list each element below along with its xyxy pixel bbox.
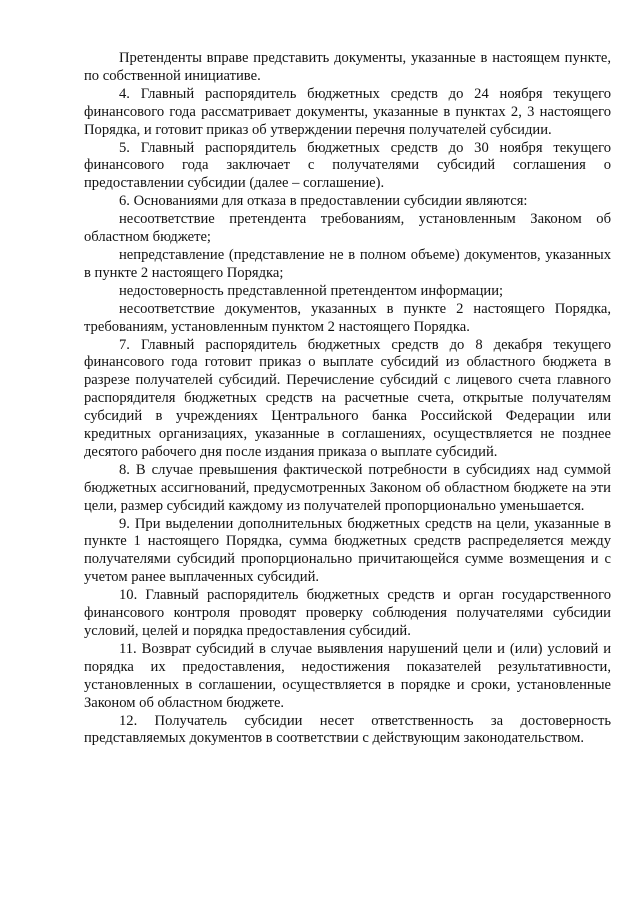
paragraph-5: 5. Главный распорядитель бюджетных средств до 30 ноября текущего финансового года заключает с получателями субсидий соглашения о предоставлении субсидии (далее – соглашение). bbox=[84, 139, 611, 192]
refusal-ground-4: несоответствие документов, указанных в пункте 2 настоящего Порядка, требованиям, установленным пунктом 2 настоящего Порядка. bbox=[84, 300, 611, 335]
refusal-ground-2: непредставление (представление не в полном объеме) документов, указанных в пункте 2 настоящего Порядка; bbox=[84, 246, 611, 281]
refusal-ground-3: недостоверность представленной претендентом информации; bbox=[119, 282, 504, 299]
document-body bbox=[84, 50, 611, 748]
refusal-ground-1: несоответствие претендента требованиям, установленным Законом об областном бюджете; bbox=[84, 211, 611, 246]
paragraph-10: 10. Главный распорядитель бюджетных средств и орган государственного финансового контроля проводят проверку соблюдения получателями субсидии условий, целей и порядка предоставления субсидий. bbox=[84, 587, 611, 639]
paragraph-4: 4. Главный распорядитель бюджетных средств до 24 ноября текущего финансового года рассматривает документы, указанные в пунктах 2, 3 настоящего Порядка, и готовит приказ об утверждении перечня получателей субсидии. bbox=[84, 85, 611, 138]
paragraph-9: 9. При выделении дополнительных бюджетных средств на цели, указанные в пункте 1 настоящего Порядка, сумма бюджетных средств распределяется между получателями субсидий пропорционально причитающейся сумме возмещения и с учетом ранее выплаченных субсидий. bbox=[84, 515, 611, 586]
paragraph-6: 6. Основаниями для отказа в предоставлении субсидии являются: bbox=[119, 193, 528, 210]
paragraph-applicants-documents: Претенденты вправе представить документы, указанные в настоящем пункте, по собственной инициативе. bbox=[84, 50, 611, 84]
paragraph-11: 11. Возврат субсидий в случае выявления нарушений цели и (или) условий и порядка их предоставления, недостижения показателей результативности, установленных в соглашении, осуществляется в порядке и сроки, установленные Законом об областном бюджете. bbox=[84, 640, 611, 711]
paragraph-7: 7. Главный распорядитель бюджетных средств до 8 декабря текущего финансового года готовит приказ о выплате субсидий из областного бюджета в разрезе получателей субсидий. Перечисление субсидий с лицевого счета главного распорядителя бюджетных средств на расчетные счета, открытые получателям субсидий в учреждениях Центрального банка Российской Федерации или кредитных организациях, указанные в соглашениях, осуществляется не позднее десятого рабочего дня после издания приказа о выплате субсидий. bbox=[84, 336, 611, 460]
paragraph-12: 12. Получатель субсидии несет ответственность за достоверность представляемых документов в соответствии с действующим законодательством. bbox=[84, 712, 611, 747]
paragraph-8: 8. В случае превышения фактической потребности в субсидиях над суммой бюджетных ассигнований, предусмотренных Законом об областном бюджете на эти цели, размер субсидий каждому из получателей пропорционально уменьшается. bbox=[84, 461, 611, 514]
